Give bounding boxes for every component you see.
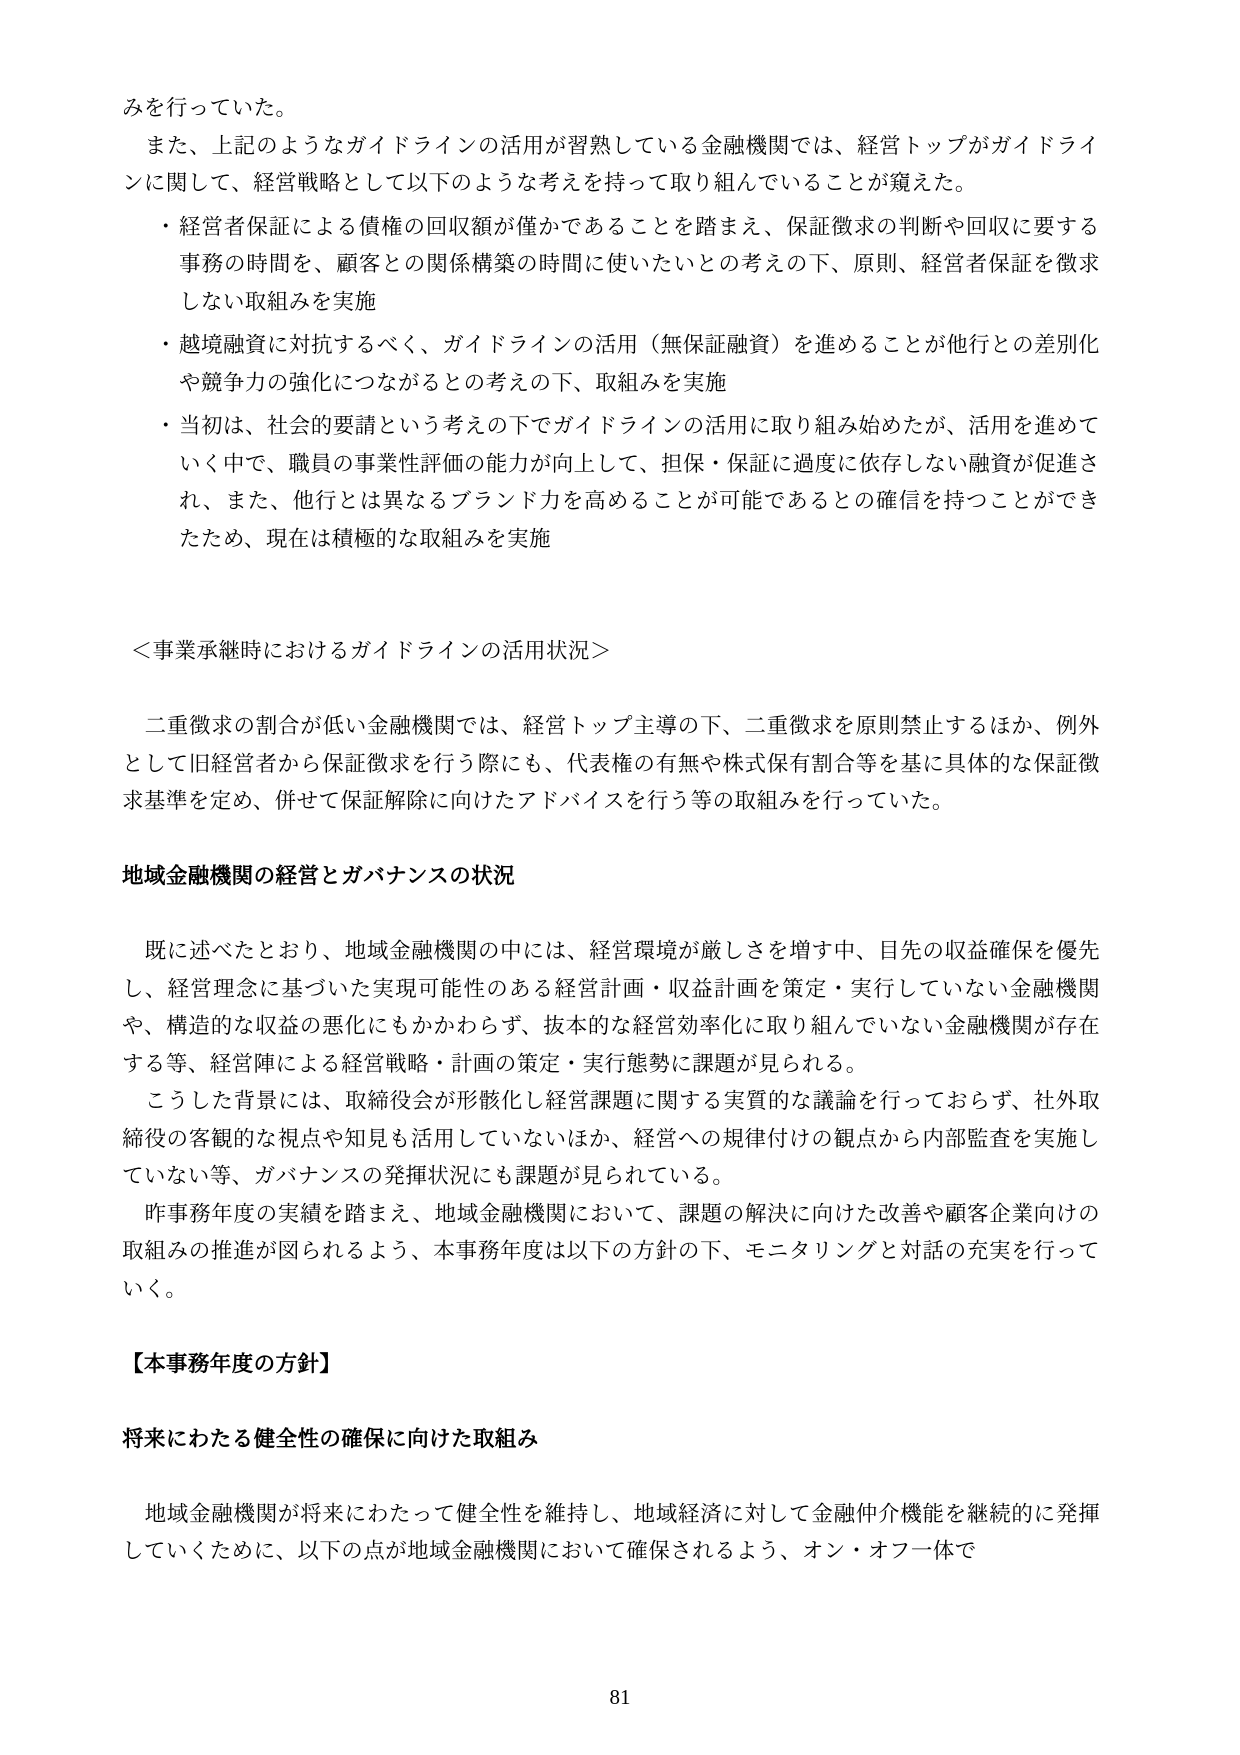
policy-subsection-heading: 将来にわたる健全性の確保に向けた取組み bbox=[122, 1426, 539, 1451]
bullet-item-3 bbox=[155, 408, 1100, 558]
succession-section-heading: ＜事業承継時におけるガイドラインの活用状況＞ bbox=[130, 639, 612, 663]
carryover-paragraph: みを行っていた。 bbox=[122, 96, 298, 120]
bullet-marker: ・ bbox=[155, 214, 177, 239]
bullet-text: 経営者保証による債権の回収額が僅かであることを踏まえ、保証徴求の判断や回収に要する事務の時間を、顧客との関係構築の時間に使いたいとの考えの下、原則、経営者保証を徴求しない取組みを実施 bbox=[179, 214, 1100, 314]
bullet-item-2 bbox=[155, 327, 1100, 402]
bullet-text: 越境融資に対抗するべく、ガイドラインの活用（無保証融資）を進めることが他行との差別化や競争力の強化につながるとの考えの下、取組みを実施 bbox=[179, 333, 1100, 395]
page-number: 81 bbox=[609, 1685, 631, 1709]
bullet-marker: ・ bbox=[155, 333, 177, 357]
policy-section-heading: 【本事務年度の方針】 bbox=[122, 1351, 342, 1376]
intro-paragraph: また、上記のようなガイドラインの活用が習熟している金融機関では、経営トップがガイドラインに関して、経営戦略として以下のような考えを持って取り組んでいることが窺えた。 bbox=[122, 133, 1100, 195]
governance-paragraph-2: こうした背景には、取締役会が形骸化し経営課題に関する実質的な議論を行っておらず、社外取締役の客観的な視点や知見も活用していないほか、経営への規律付けの観点から内部監査を実施していない等、ガバナンスの発揮状況にも課題が見られている。 bbox=[122, 1089, 1100, 1188]
bullet-item-1 bbox=[155, 209, 1100, 322]
bullet-text: 当初は、社会的要請という考えの下でガイドラインの活用に取り組み始めたが、活用を進めていく中で、職員の事業性評価の能力が向上して、担保・保証に過度に依存しない融資が促進され、また、他行とは異なるブランド力を高めることが可能であるとの確信を持つことができたため、現在は積極的な取組みを実施 bbox=[179, 414, 1100, 551]
governance-section-heading: 地域金融機関の経営とガバナンスの状況 bbox=[122, 864, 516, 888]
governance-paragraph-1: 既に述べたとおり、地域金融機関の中には、経営環境が厳しさを増す中、目先の収益確保を優先し、経営理念に基づいた実現可能性のある経営計画・収益計画を策定・実行していない金融機関や、構造的な収益の悪化にもかかわらず、抜本的な経営効率化に取り組んでいない金融機関が存在する等、経営陣による経営戦略・計画の策定・実行態勢に課題が見られる。 bbox=[122, 939, 1100, 1076]
succession-paragraph: 二重徴求の割合が低い金融機関では、経営トップ主導の下、二重徴求を原則禁止するほか、例外として旧経営者から保証徴求を行う際にも、代表権の有無や株式保有割合等を基に具体的な保証徴求基準を定め、併せて保証解除に向けたアドバイスを行う等の取組みを行っていた。 bbox=[122, 714, 1100, 813]
document-body bbox=[122, 90, 1100, 1571]
bullet-marker: ・ bbox=[155, 414, 177, 438]
policy-paragraph: 地域金融機関が将来にわたって健全性を維持し、地域経済に対して金融仲介機能を継続的に発揮していくために、以下の点が地域金融機関において確保されるよう、オン・オフ一体で bbox=[122, 1501, 1100, 1563]
governance-paragraph-3: 昨事務年度の実績を踏まえ、地域金融機関において、課題の解決に向けた改善や顧客企業向けの取組みの推進が図られるよう、本事務年度は以下の方針の下、モニタリングと対話の充実を行っていく。 bbox=[122, 1201, 1100, 1301]
